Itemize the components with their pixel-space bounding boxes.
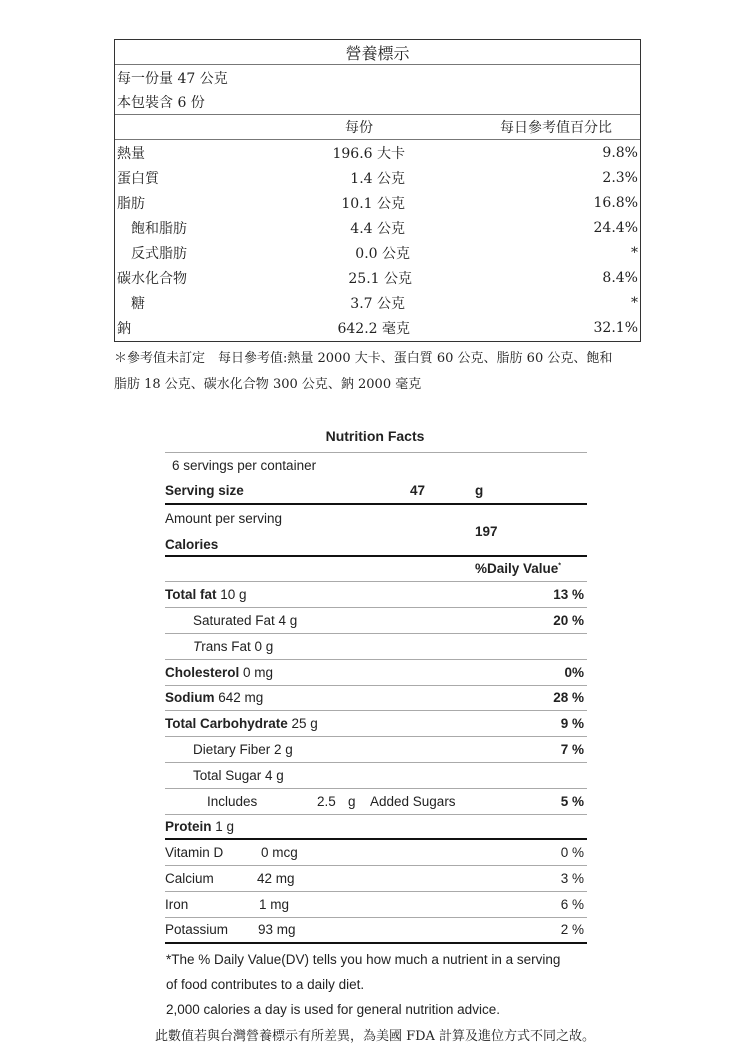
tw-row — [115, 216, 640, 241]
tw-row-amount: 1.4 公克 — [350, 170, 405, 187]
tw-row-amount: 196.6 大卡 — [332, 145, 405, 162]
tw-row-name: 碳水化合物 — [117, 271, 187, 288]
tw-servings: 本包裝含 6 份 — [117, 95, 205, 112]
taiwan-nutrition-table — [114, 39, 641, 342]
row-sodium: Sodium 642 mg 28 % — [165, 686, 587, 712]
tw-row-name: 鈉 — [117, 321, 131, 338]
tw-row-dv: 32.1% — [593, 320, 638, 337]
serving-size-unit: g — [475, 483, 484, 499]
tw-col-per-serving: 每份 — [345, 120, 373, 137]
row-cholesterol: Cholesterol 0 mg 0% — [165, 660, 587, 686]
tw-row-dv: 2.3% — [602, 169, 638, 186]
tw-row-dv: 16.8% — [593, 195, 638, 212]
row-trans-fat: Trans Fat 0 g — [165, 634, 587, 660]
row-mineral: Vitamin D 0 mcg 0 % — [165, 840, 587, 866]
row-carbohydrate: Total Carbohydrate 25 g 9 % — [165, 711, 587, 737]
tw-row-dv: 24.4% — [593, 220, 638, 237]
us-footnote: 2,000 calories a day is used for general nutrition advice. — [166, 1002, 500, 1017]
row-sugar: Total Sugar 4 g — [165, 763, 587, 789]
us-footnote: of food contributes to a daily diet. — [166, 977, 365, 992]
tw-row-amount: 0.0 公克 — [355, 246, 410, 263]
tw-footnote: ＊參考值未訂定 每日參考值:熱量 2000 大卡、蛋白質 60 公克、脂肪 60 公克、飽和 — [114, 351, 613, 366]
row-mineral: Iron 1 mg 6 % — [165, 892, 587, 918]
difference-note: 此數值若與台灣營養標示有所差異，為美國 FDA 計算及進位方式不同之故。 — [154, 1029, 596, 1044]
row-fiber: Dietary Fiber 2 g 7 % — [165, 737, 587, 763]
tw-col-dv: 每日參考值百分比 — [500, 120, 612, 137]
tw-title: 營養標示 — [115, 40, 640, 65]
calories-label: Calories — [165, 536, 219, 552]
tw-row-dv: * — [631, 245, 638, 262]
row-mineral: Potassium 93 mg 2 % — [165, 918, 587, 944]
tw-row-amount: 10.1 公克 — [341, 196, 405, 213]
tw-row — [115, 190, 640, 215]
tw-row — [115, 165, 640, 190]
tw-footnote: 脂肪 18 公克、碳水化合物 300 公克、鈉 2000 毫克 — [114, 377, 422, 392]
us-title: Nutrition Facts — [325, 428, 425, 444]
tw-row-amount: 4.4 公克 — [350, 221, 405, 238]
tw-row — [115, 266, 640, 291]
tw-row-amount: 25.1 公克 — [348, 271, 412, 288]
row-saturated-fat: Saturated Fat 4 g 20 % — [165, 608, 587, 634]
tw-row — [115, 241, 640, 266]
tw-row — [115, 316, 640, 341]
row-total-fat: Total fat 10 g 13 % — [165, 582, 587, 608]
tw-row-name: 脂肪 — [117, 196, 145, 213]
tw-row-name: 反式脂肪 — [131, 246, 187, 263]
us-servings: 6 servings per container — [172, 458, 317, 474]
row-added-sugars: Includes 2.5 g Added Sugars 5 % — [165, 789, 587, 815]
calories-value: 197 — [475, 523, 498, 539]
tw-row-name: 熱量 — [117, 145, 145, 162]
dv-header: %Daily Value* — [475, 561, 562, 577]
tw-row-name: 飽和脂肪 — [131, 221, 187, 238]
us-footnote: *The % Daily Value(DV) tells you how much a nutrient in a serving — [166, 952, 561, 967]
amount-per-serving: Amount per serving — [165, 510, 283, 526]
tw-row-dv: 9.8% — [602, 144, 638, 161]
tw-row — [115, 291, 640, 316]
tw-row — [115, 140, 640, 165]
tw-row-dv: 8.4% — [602, 270, 638, 287]
tw-row-amount: 642.2 毫克 — [337, 321, 410, 338]
tw-row-dv: * — [631, 295, 638, 312]
tw-row-name: 糖 — [131, 296, 145, 313]
us-nutrition-facts — [165, 452, 587, 944]
tw-row-name: 蛋白質 — [117, 170, 159, 187]
serving-size-value: 47 — [410, 483, 426, 499]
row-protein: Protein 1 g — [165, 815, 587, 841]
serving-size-label: Serving size — [165, 483, 244, 499]
row-mineral: Calcium 42 mg 3 % — [165, 866, 587, 892]
tw-row-amount: 3.7 公克 — [350, 296, 405, 313]
tw-serving-size: 每一份量 47 公克 — [117, 70, 228, 87]
